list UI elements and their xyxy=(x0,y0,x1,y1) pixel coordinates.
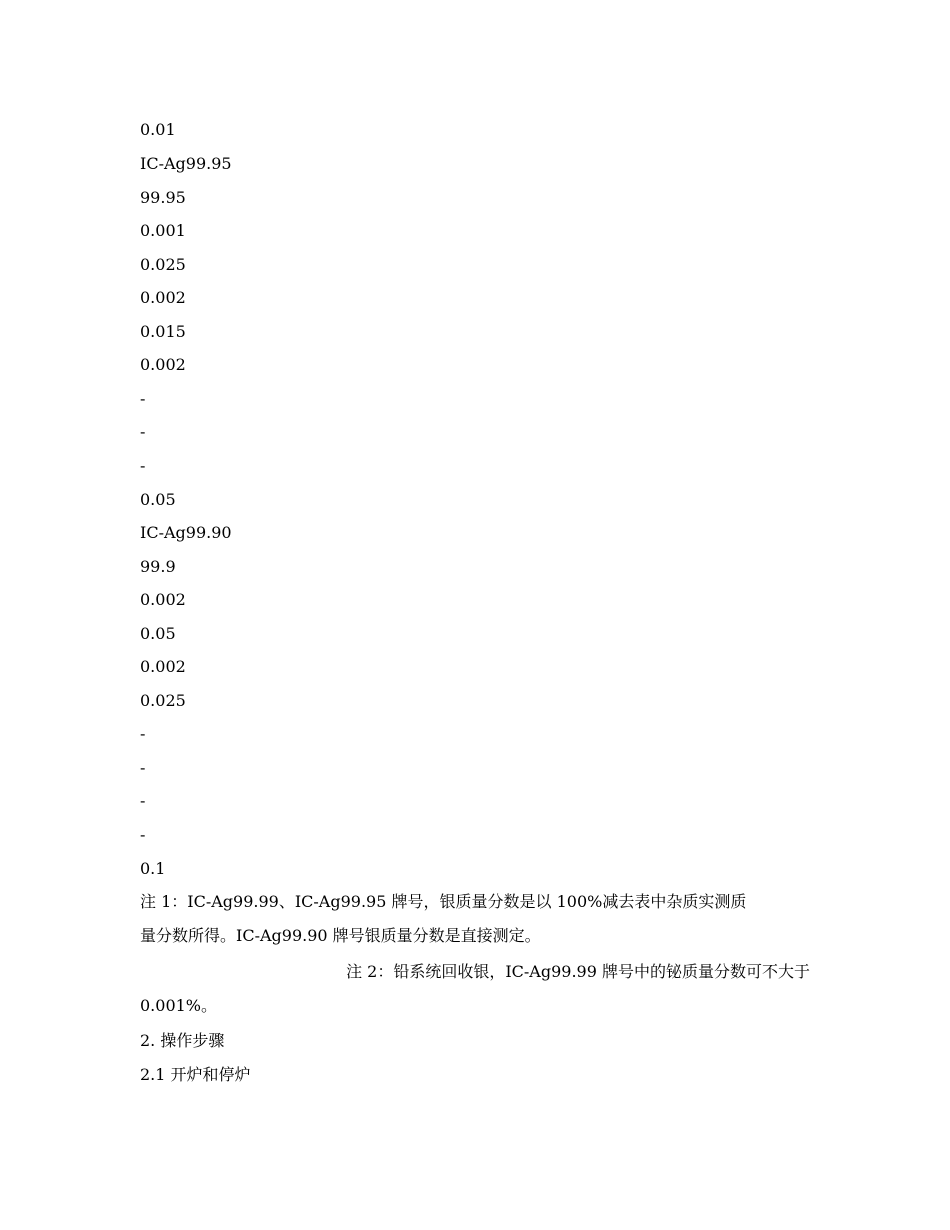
value-line: 0.002 xyxy=(140,590,186,609)
dash-line: - xyxy=(140,456,146,475)
grade-line: IC-Ag99.90 xyxy=(140,523,232,542)
value-line: 0.015 xyxy=(140,322,186,341)
value-line: 0.05 xyxy=(140,624,176,643)
dash-line: - xyxy=(140,389,146,408)
note-1-line-2: 量分数所得。IC-Ag99.90 牌号银质量分数是直接测定。 xyxy=(140,926,541,945)
dash-line: - xyxy=(140,791,146,810)
grade-line: IC-Ag99.95 xyxy=(140,154,232,173)
value-line: 0.001 xyxy=(140,221,186,240)
value-line: 0.025 xyxy=(140,691,186,710)
note-1 xyxy=(140,885,810,953)
dash-line: - xyxy=(140,758,146,777)
value-line: 0.002 xyxy=(140,657,186,676)
value-line: 0.01 xyxy=(140,120,176,139)
value-line: 0.05 xyxy=(140,490,176,509)
section-heading: 2. 操作步骤 xyxy=(140,1031,225,1050)
dash-line: - xyxy=(140,825,146,844)
dash-line: - xyxy=(140,422,146,441)
note-2-line-1: 注 2：铅系统回收银，IC-Ag99.99 牌号中的铋质量分数可不大于 xyxy=(346,962,810,981)
note-2 xyxy=(140,955,810,1023)
dash-line: - xyxy=(140,724,146,743)
value-line: 99.95 xyxy=(140,188,186,207)
value-line: 0.002 xyxy=(140,355,186,374)
value-line: 99.9 xyxy=(140,557,176,576)
note-1-line-1: 注 1：IC-Ag99.99、IC-Ag99.95 牌号，银质量分数是以 100%减去表中杂质实测质 xyxy=(140,892,747,911)
value-line: 0.025 xyxy=(140,255,186,274)
subsection-heading: 2.1 开炉和停炉 xyxy=(140,1065,251,1084)
value-line: 0.1 xyxy=(140,859,166,878)
value-line: 0.002 xyxy=(140,288,186,307)
note-2-line-2: 0.001%。 xyxy=(140,996,218,1015)
